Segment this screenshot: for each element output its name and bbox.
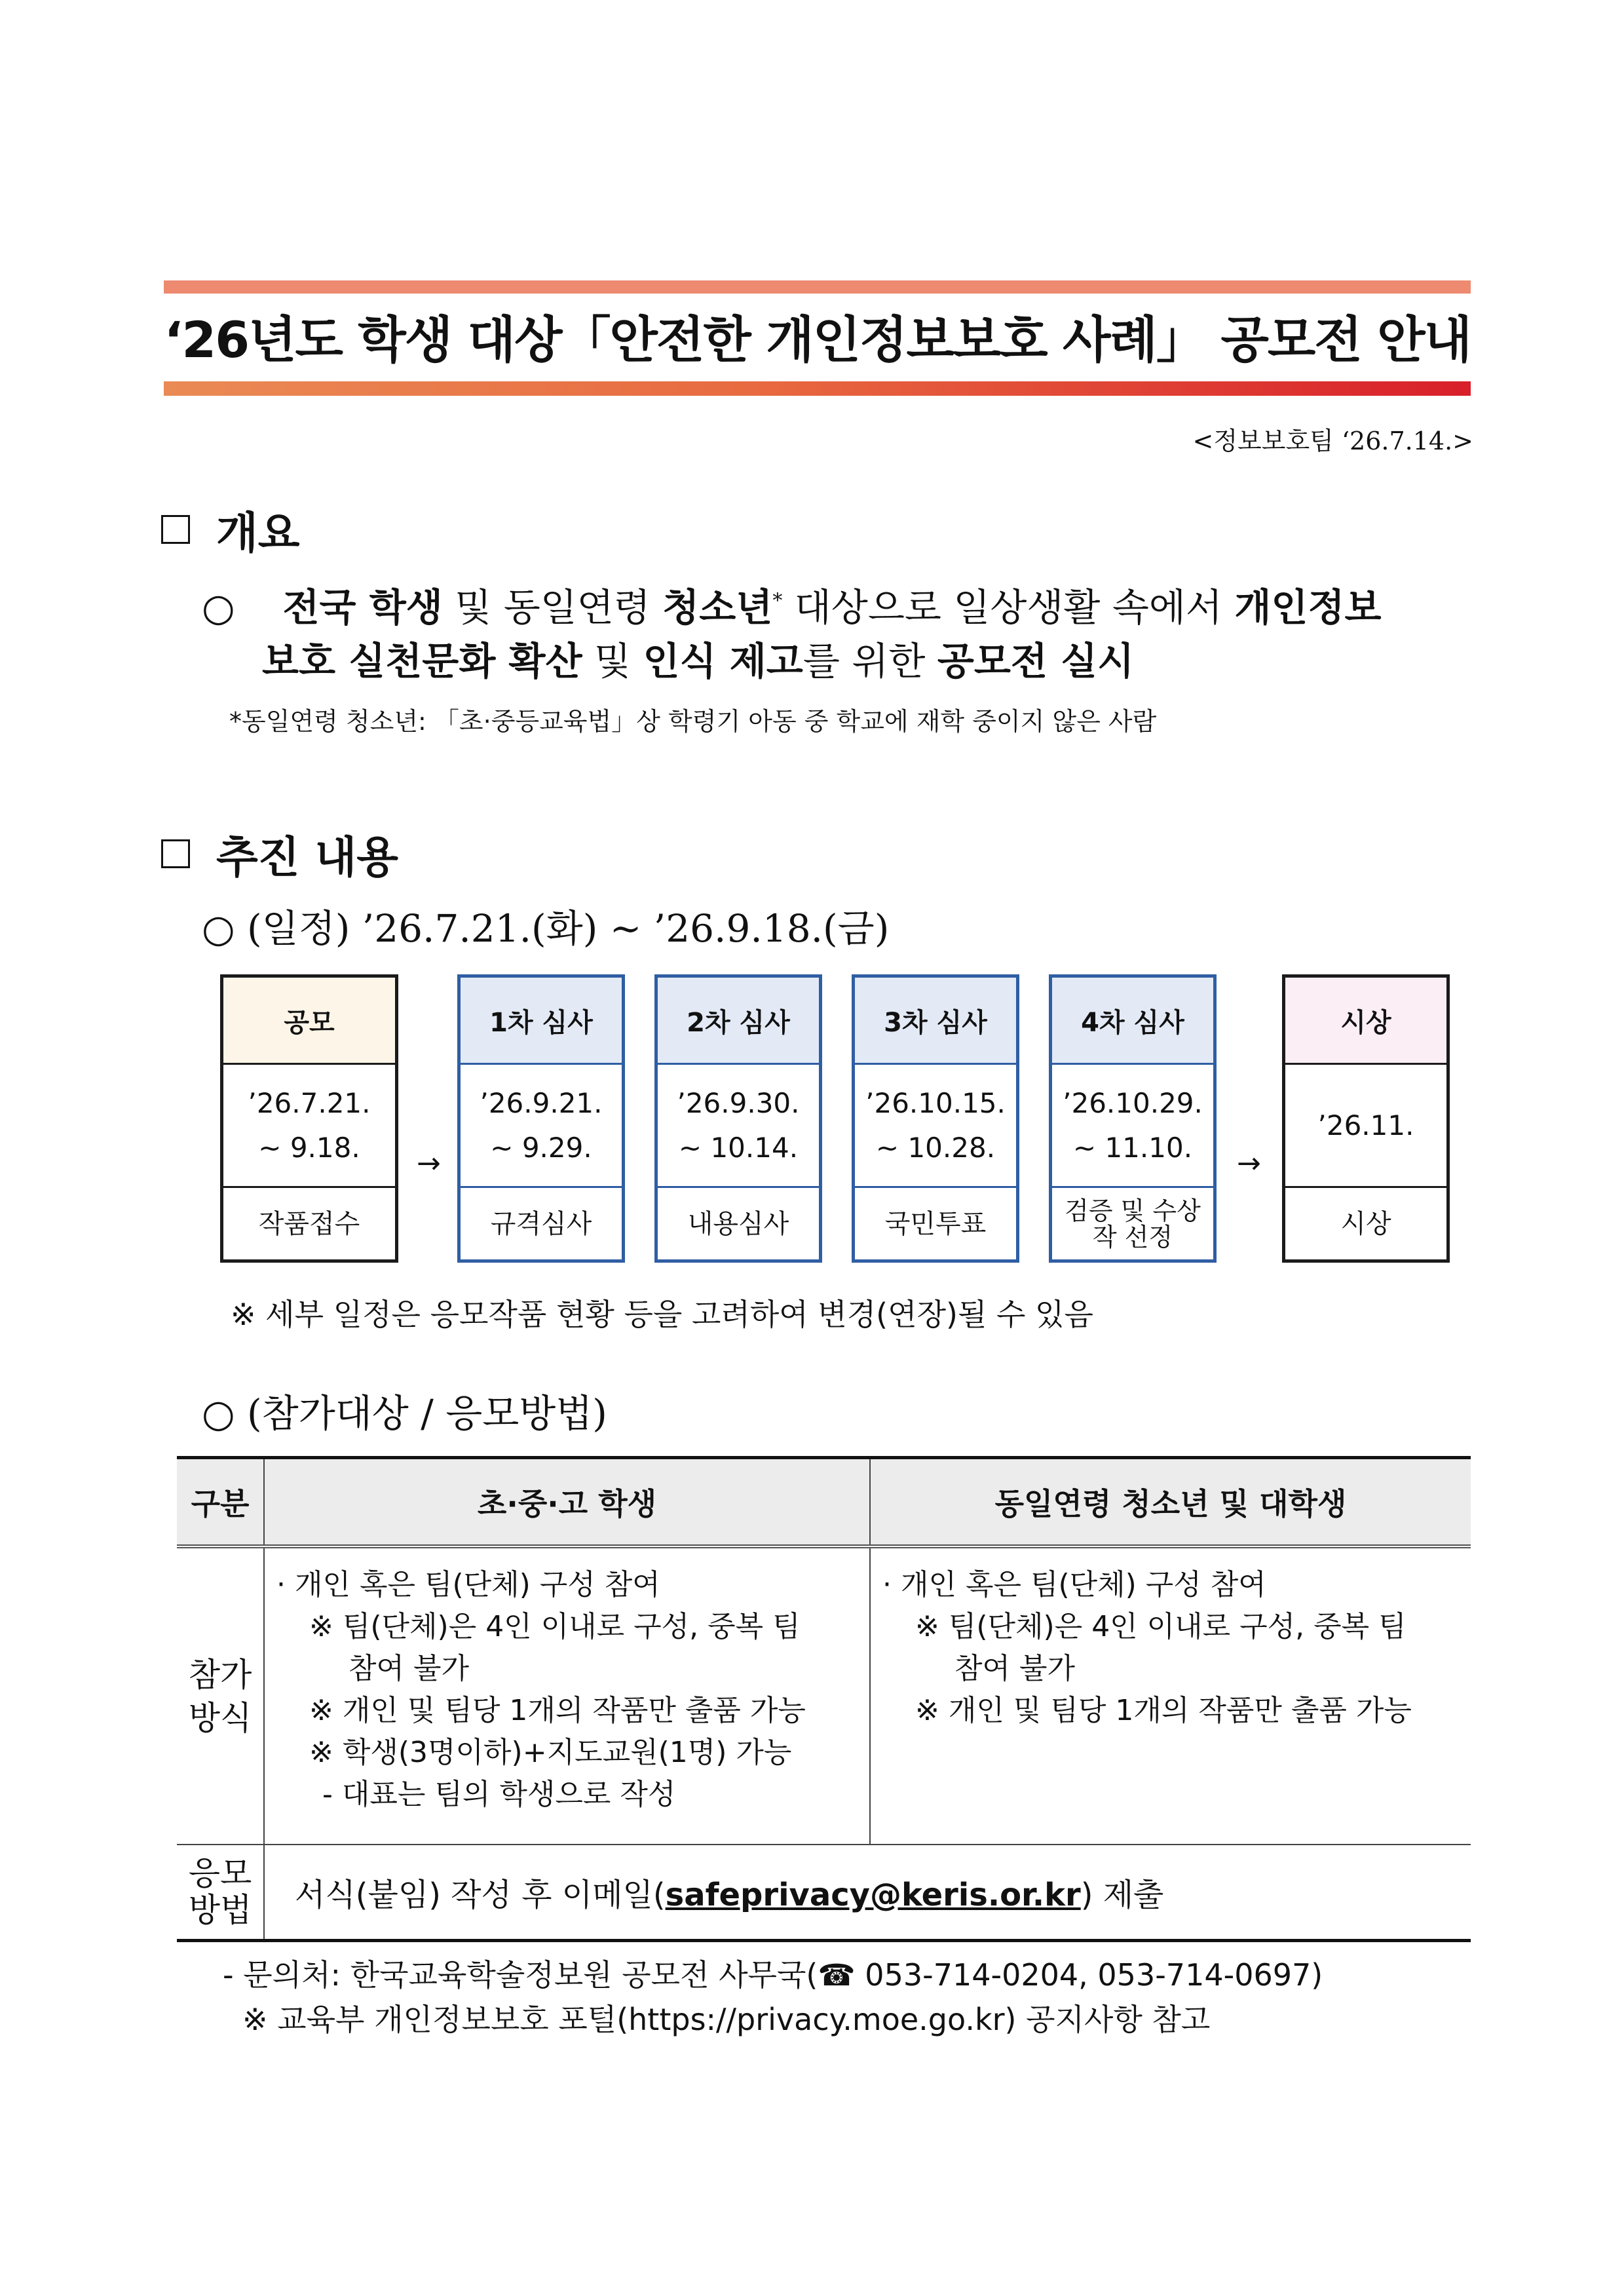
stage-title: 1차 심사 [461,978,622,1065]
text-bold: 청소년 [662,585,773,630]
table-row [177,1845,1471,1940]
stage-date-end: ~ 10.28. [875,1131,996,1164]
list-item: 참여 불가 [349,1652,470,1685]
apply-text: ) 제출 [1080,1876,1164,1913]
checkbox-square-icon [161,515,190,544]
list-item: · 개인 혹은 팀(단체) 구성 참여 [276,1568,660,1601]
stage-desc: 내용심사 [687,1208,789,1239]
stage-desc: 국민투표 [884,1208,987,1239]
bullet-circle: ○ [202,585,235,630]
stage-box [852,974,1019,1263]
stage-box [457,974,625,1263]
section-overview-title: 개요 [216,508,300,558]
section-plan-title: 추진 내용 [216,832,399,883]
text: 및 [582,639,643,683]
table-header-youth: 동일연령 청소년 및 대학생 [870,1458,1471,1547]
list-item: ※ 팀(단체)은 4인 이내로 구성, 중복 팀 [309,1610,801,1643]
text: 및 동일연령 [442,585,663,630]
table-header-row [177,1458,1471,1547]
schedule-note: ※ 세부 일정은 응모작품 현황 등을 고려하여 변경(연장)될 수 있음 [231,1297,1093,1332]
stage-box [220,974,398,1263]
youth-participation-cell [870,1546,1471,1845]
list-item: ※ 학생(3명이하)+지도교원(1명) 가능 [309,1736,792,1769]
table-header-students: 초·중·고 학생 [264,1458,870,1547]
text: 를 위한 [803,639,937,683]
contact-line: - 문의처: 한국교육학술정보원 공모전 사무국(☎ 053-714-0204, 053-714-0697) [223,1957,1323,1993]
stage-title: 4차 심사 [1052,978,1213,1065]
stage-title: 공모 [223,978,395,1065]
list-item: - 대표는 팀의 학생으로 작성 [322,1778,676,1811]
title-top-bar [164,280,1471,294]
list-item: · 개인 혹은 팀(단체) 구성 참여 [882,1568,1266,1601]
table-row [177,1546,1471,1845]
stage-date-start: ’26.7.21. [248,1086,371,1119]
portal-line: ※ 교육부 개인정보보호 포털(https://privacy.moe.go.kr) 공지사항 참고 [242,2002,1211,2037]
stage-desc: 규격심사 [490,1208,592,1239]
stage-date-end: ~ 9.29. [490,1131,592,1164]
stage-date-end: ~ 10.14. [678,1131,799,1164]
schedule-line: ○ (일정) ’26.7.21.(화) ~ ’26.9.18.(금) [202,906,890,951]
stage-date: ’26.11. [1317,1109,1414,1141]
text-bold: 보호 실천문화 확산 [262,639,582,683]
text-bold: 인식 제고 [643,639,803,683]
list-item: 참여 불가 [954,1652,1076,1685]
text-bold: 개인정보 [1234,585,1382,630]
stage-title: 3차 심사 [855,978,1016,1065]
stage-desc: 검증 및 수상작 선정 [1065,1196,1201,1252]
apply-email-link[interactable]: safeprivacy@keris.or.kr [665,1876,1081,1913]
stage-date-end: ~ 9.18. [258,1131,360,1164]
list-item: ※ 개인 및 팀당 1개의 작품만 출품 가능 [309,1694,806,1727]
stage-date-start: ’26.9.21. [480,1086,603,1119]
apply-method-cell [264,1845,1471,1940]
stage-desc: 시상 [1340,1208,1391,1239]
asterisk-mark: * [772,589,783,613]
document-meta: <정보보호팀 ‘26.7.14.> [1192,427,1473,455]
title-bottom-bar [164,381,1471,396]
stage-box [1282,974,1450,1263]
stage-date-start: ’26.10.29. [1063,1086,1203,1119]
text-bold: 전국 학생 [282,585,443,630]
apply-text: 서식(붙임) 작성 후 이메일( [295,1876,666,1913]
stage-title: 시상 [1285,978,1446,1065]
overview-footnote: *동일연령 청소년: 「초·중등교육법」상 학령기 아동 중 학교에 재학 중이지 않은 사람 [229,707,1157,736]
arrow-right-icon: → [1237,1147,1261,1180]
overview-line-1 [202,577,1382,632]
row-label-apply: 응모 방법 [177,1845,264,1940]
stage-title: 2차 심사 [658,978,819,1065]
participation-table [177,1456,1471,1942]
stage-date-start: ’26.9.30. [677,1086,800,1119]
overview-line-2 [262,630,1134,685]
participation-heading: ○ (참가대상 / 응모방법) [202,1391,607,1436]
stage-date-end: ~ 11.10. [1072,1131,1193,1164]
text-bold: 공모전 실시 [937,639,1135,683]
students-participation-cell [264,1546,870,1845]
arrow-right-icon: → [417,1147,441,1180]
section-plan [161,822,398,885]
table-header-category: 구분 [177,1458,264,1547]
row-label-participation: 참가 방식 [177,1546,264,1845]
stage-desc: 작품접수 [258,1208,360,1239]
list-item: ※ 팀(단체)은 4인 이내로 구성, 중복 팀 [915,1610,1407,1643]
checkbox-square-icon [161,839,190,868]
stage-box [654,974,822,1263]
stage-date-start: ’26.10.15. [865,1086,1006,1119]
section-overview [161,498,300,560]
page-title: ‘26년도 학생 대상「안전한 개인정보보호 사례」 공모전 안내 [164,311,1471,369]
text: 대상으로 일상생활 속에서 [782,585,1235,630]
stage-box [1049,974,1217,1263]
list-item: ※ 개인 및 팀당 1개의 작품만 출품 가능 [915,1694,1412,1727]
